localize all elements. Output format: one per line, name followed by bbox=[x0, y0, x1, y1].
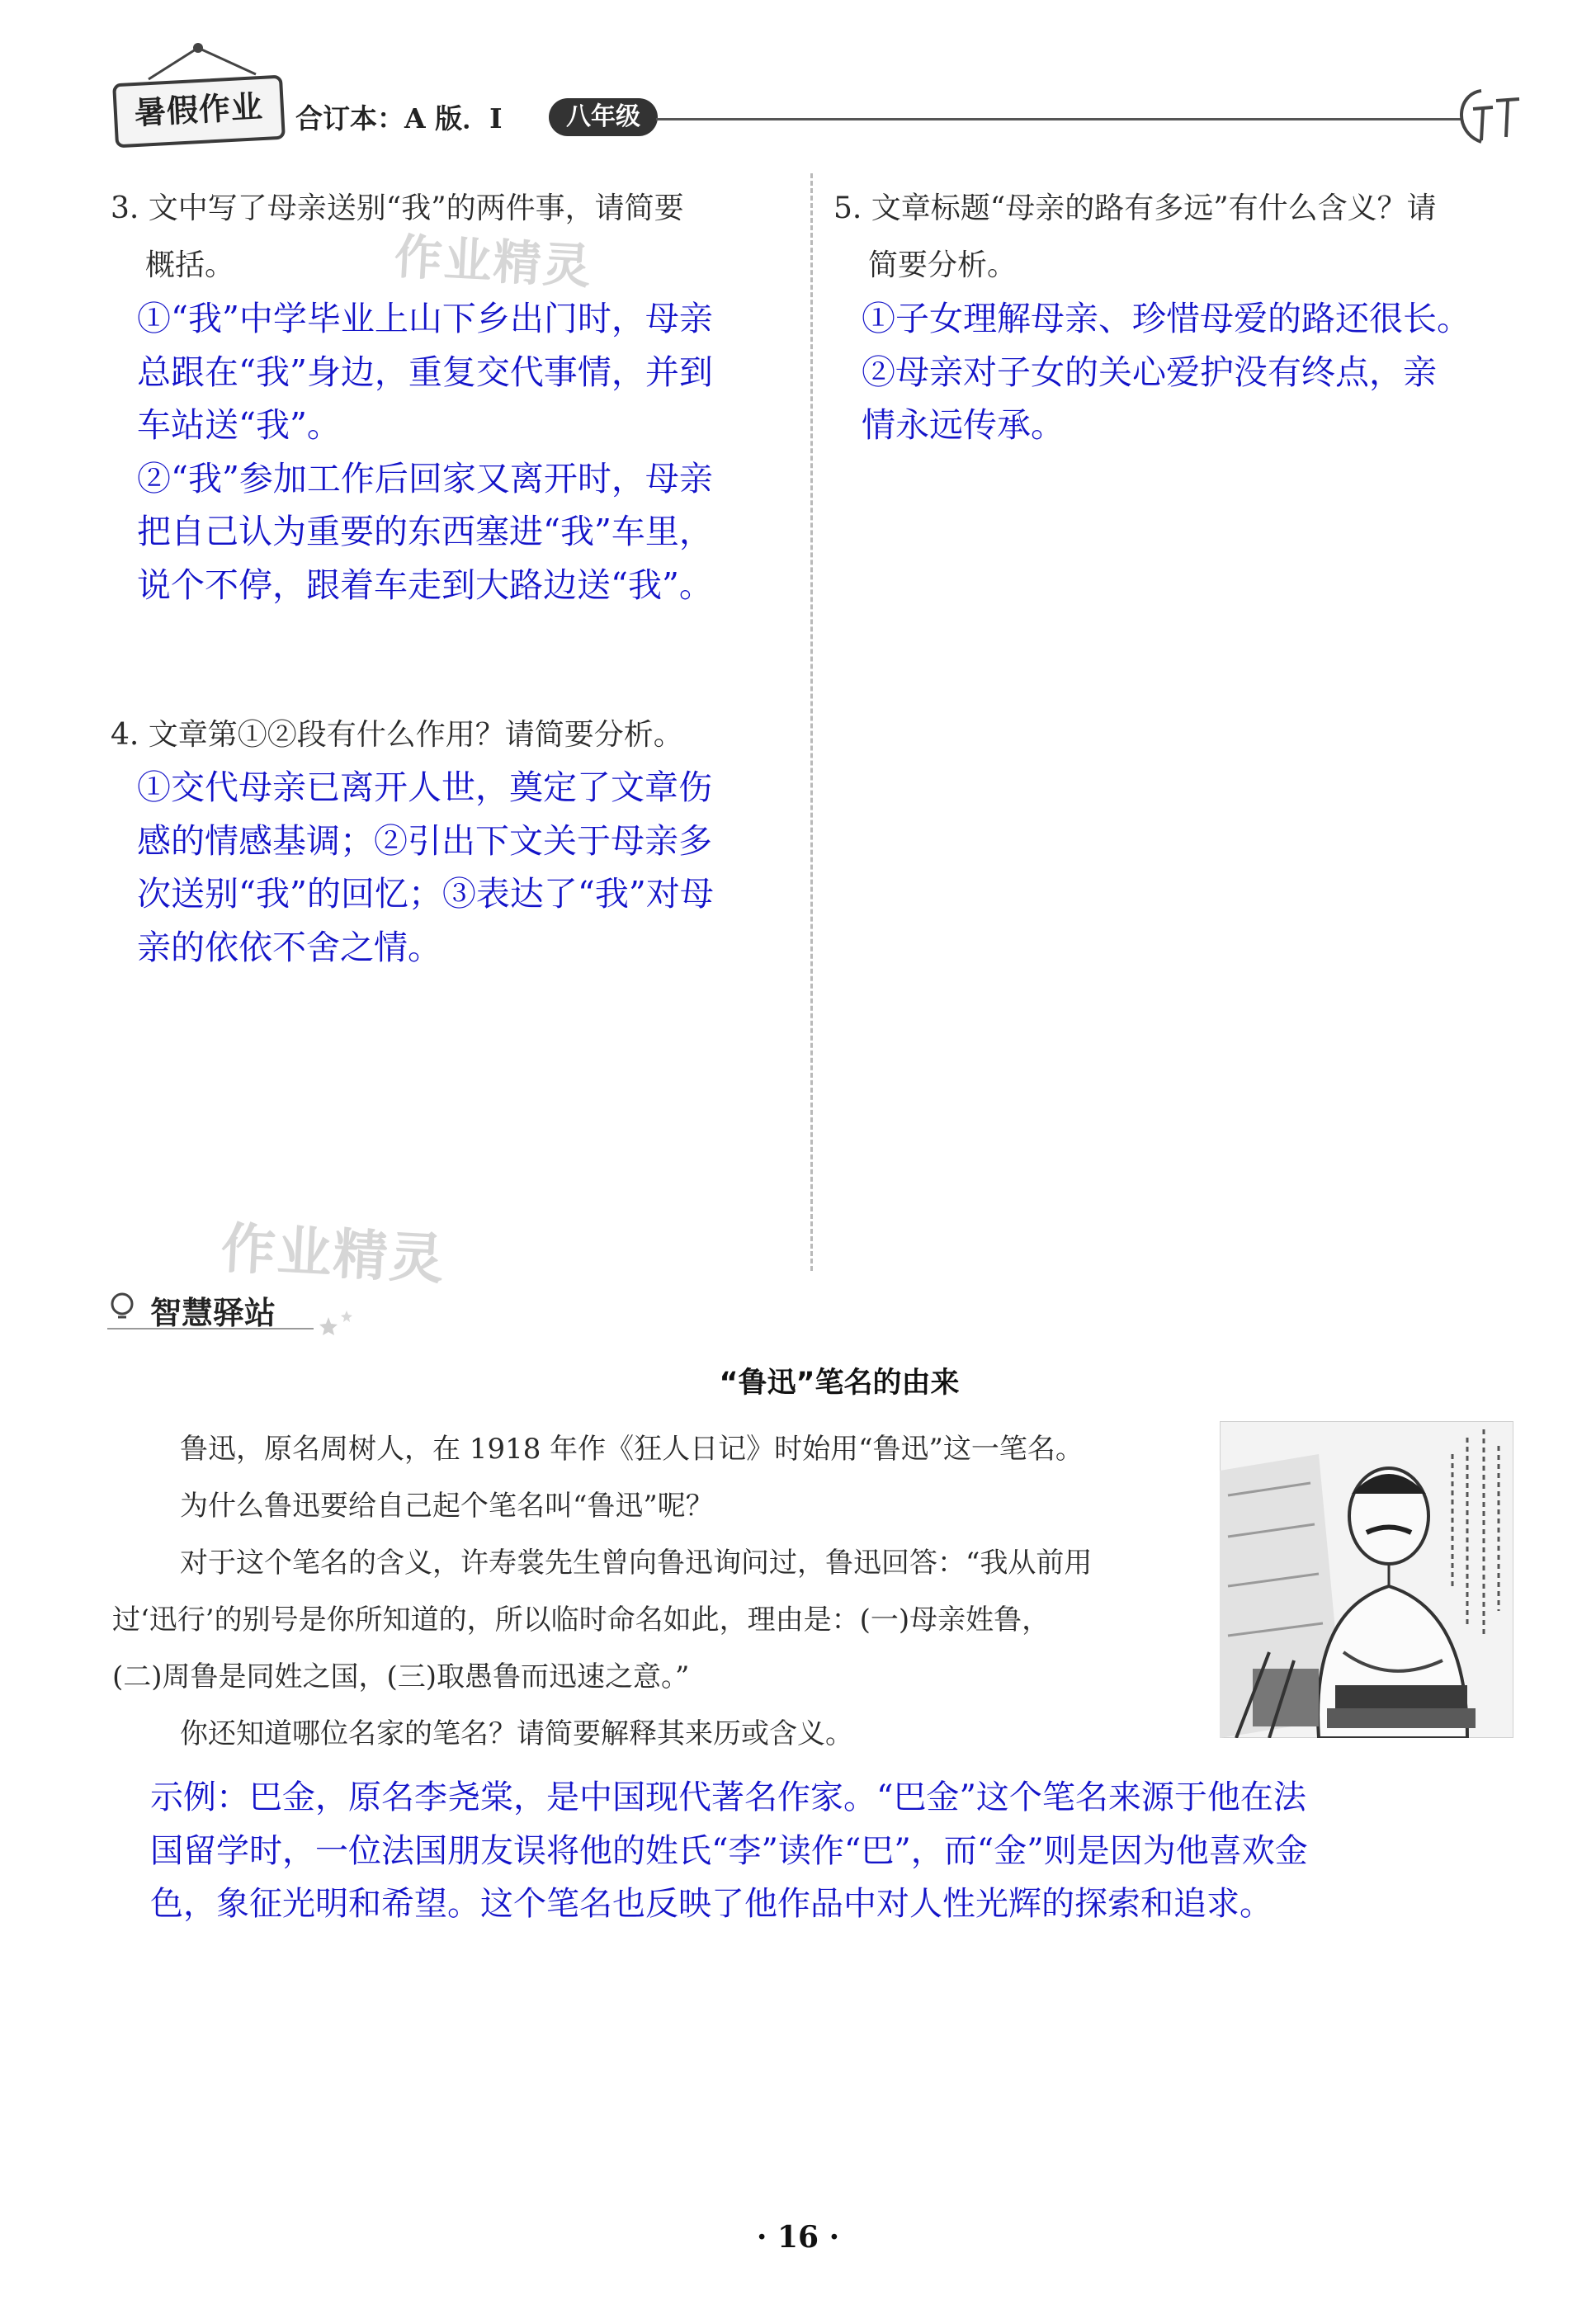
lightbulb-icon bbox=[112, 1294, 132, 1317]
article-title bbox=[0, 1360, 1596, 1401]
question-5-answer bbox=[862, 292, 1471, 452]
section-example-answer bbox=[150, 1771, 1308, 1931]
answer-line: ①“我”中学毕业上山下乡出门时，母亲 bbox=[137, 299, 713, 338]
answer-line: 国留学时，一位法国朋友误将他的姓氏“李”读作“巴”，而“金”则是因为他喜欢金 bbox=[150, 1831, 1308, 1870]
grade-badge: 八年级 bbox=[549, 98, 658, 136]
page-header bbox=[0, 0, 1596, 165]
question-3-answer bbox=[137, 292, 713, 612]
answer-line: 总跟在“我”身边，重复交代事情，并到 bbox=[137, 352, 713, 392]
question-4-prompt: 4. 文章第①②段有什么作用？请简要分析。 bbox=[111, 718, 683, 752]
header-logo-text: 暑假作业 bbox=[133, 87, 264, 132]
answer-line: 色，象征光明和希望。这个笔名也反映了他作品中对人性光辉的探索和追求。 bbox=[150, 1885, 1273, 1923]
article-paragraph: (二)周鲁是同姓之国，(三)取愚鲁而迅速之意。” bbox=[112, 1660, 690, 1693]
star-icon bbox=[319, 1317, 338, 1335]
header-logo bbox=[112, 75, 286, 149]
answer-line: 感的情感基调；②引出下文关于母亲多 bbox=[137, 820, 712, 861]
answer-line: ①子女理解母亲、珍惜母爱的路还很长。 bbox=[862, 299, 1471, 338]
answer-line: 情永远传承。 bbox=[862, 405, 1065, 445]
lu-xun-portrait-image bbox=[1220, 1421, 1513, 1738]
question-3-prompt-line1: 3. 文中写了母亲送别“我”的两件事，请简要 bbox=[111, 191, 684, 225]
answer-line: ②母亲对子女的关心爱护没有终点，亲 bbox=[862, 352, 1437, 392]
article-paragraph: 鲁迅，原名周树人，在 1918 年作《狂人日记》时始用“鲁迅”这一笔名。 bbox=[180, 1433, 1084, 1466]
question-3-prompt-line2: 概括。 bbox=[145, 248, 235, 282]
answer-line: 说个不停，跟着车走到大路边送“我”。 bbox=[137, 564, 713, 605]
section-title: 智慧驿站 bbox=[150, 1295, 276, 1331]
watermark: 作业精灵 bbox=[219, 1216, 447, 1292]
article-paragraph: 你还知道哪位名家的笔名？请简要解释其来历或含义。 bbox=[180, 1717, 853, 1750]
article-paragraph: 对于这个笔名的含义，许寿裳先生曾向鲁迅询问过，鲁迅回答：“我从前用 bbox=[180, 1547, 1093, 1580]
article-paragraph: 为什么鲁迅要给自己起个笔名叫“鲁迅”呢？ bbox=[180, 1490, 714, 1523]
answer-line: 车站送“我”。 bbox=[137, 405, 341, 445]
star-icon bbox=[341, 1311, 352, 1322]
article-title-text: “鲁迅”笔名的由来 bbox=[719, 1367, 960, 1400]
question-5-prompt-line2: 简要分析。 bbox=[868, 248, 1018, 282]
watermark: 作业精灵 bbox=[393, 228, 594, 295]
answer-line: ②“我”参加工作后回家又离开时，母亲 bbox=[137, 458, 713, 498]
answer-line: 示例：巴金，原名李尧棠，是中国现代著名作家。“巴金”这个笔名来源于他在法 bbox=[150, 1778, 1306, 1816]
header-rule bbox=[656, 118, 1461, 120]
page-number: · 16 · bbox=[756, 2220, 840, 2255]
article-paragraph: 过‘迅行’的别号是你所知道的，所以临时命名如此，理由是：(一)母亲姓鲁， bbox=[112, 1603, 1051, 1637]
edition-label: 合订本：A 版．I bbox=[295, 102, 503, 135]
answer-line: 次送别“我”的回忆；③表达了“我”对母 bbox=[137, 874, 714, 914]
answer-line: 亲的依依不舍之情。 bbox=[137, 927, 441, 967]
corner-doodle-icon bbox=[1448, 83, 1523, 149]
question-4-answer bbox=[137, 761, 714, 974]
answer-line: 把自己认为重要的东西塞进“我”车里， bbox=[137, 512, 713, 551]
column-divider bbox=[810, 173, 813, 1271]
question-5-prompt-line1: 5. 文章标题“母亲的路有多远”有什么含义？请 bbox=[833, 191, 1437, 225]
answer-line: ①交代母亲已离开人世，奠定了文章伤 bbox=[137, 767, 712, 807]
